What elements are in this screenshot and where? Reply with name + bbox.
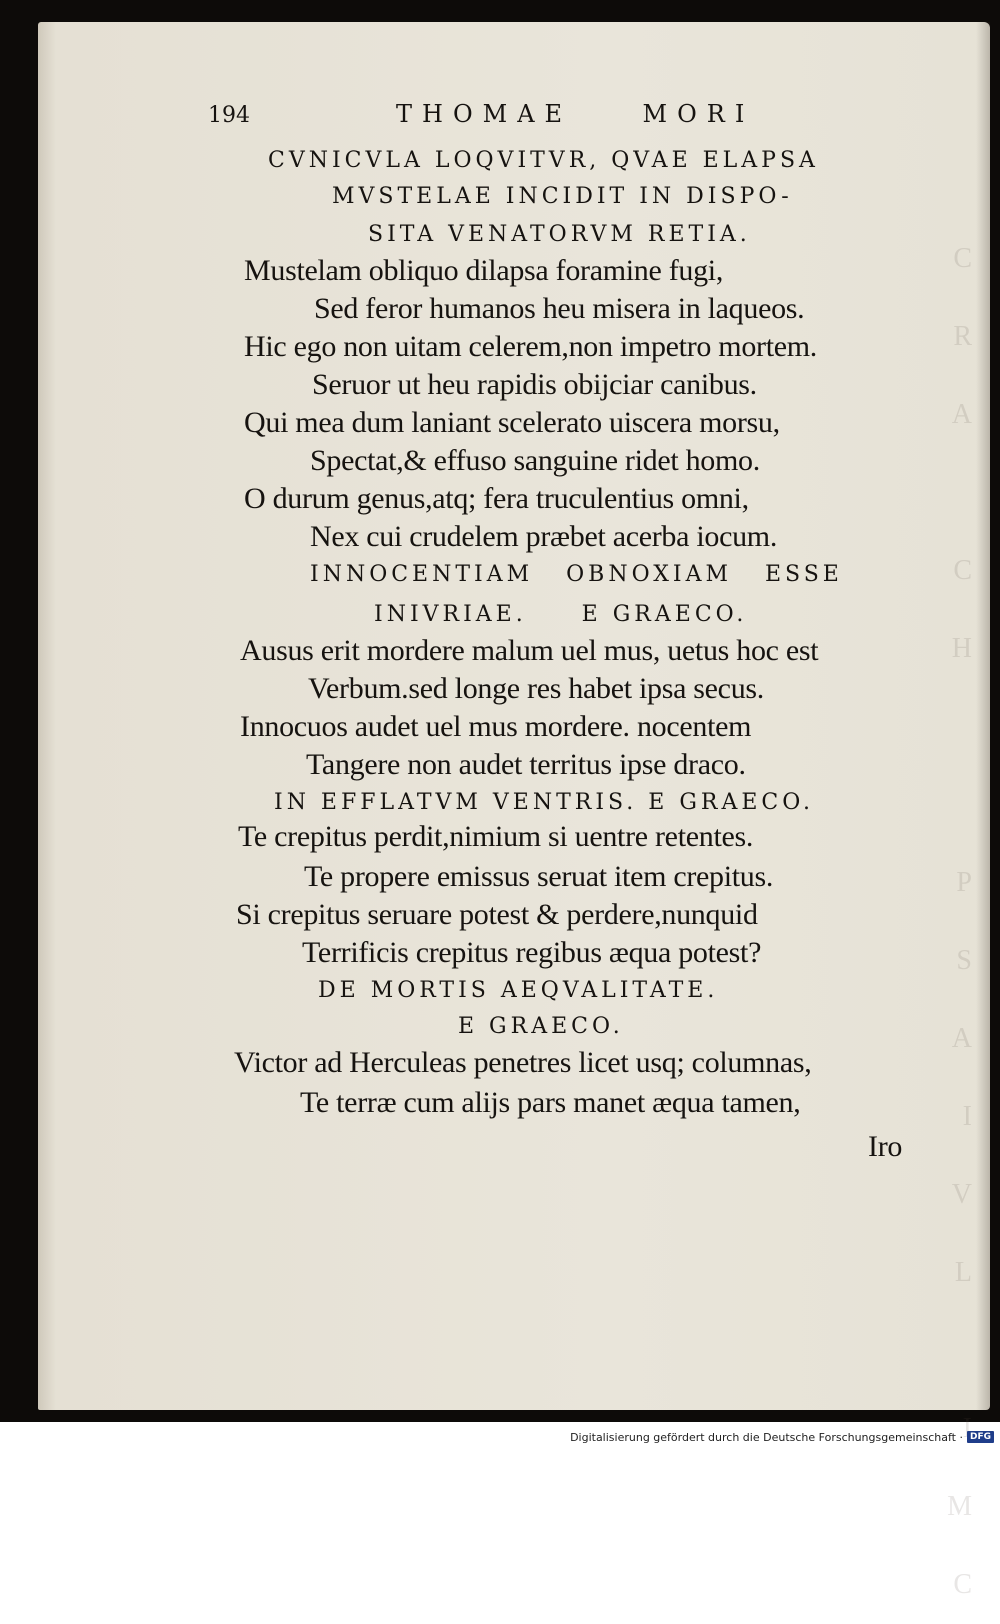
poem-title-line: DE MORTIS AEQVALITATE. (318, 978, 719, 1003)
verse-line: Mustelam obliquo dilapsa foramine fugi, (244, 254, 724, 287)
running-head: THOMAE MORI (396, 100, 755, 128)
credit-text: Digitalisierung gefördert durch die Deutsche Forschungsgemeinschaft · (570, 1430, 963, 1444)
verse-line: Te propere emissus seruat item crepitus. (304, 860, 774, 893)
show-through-text: C R A C H P S A I V L I M C (947, 243, 972, 1600)
verse-line: Ausus erit mordere malum uel mus, uetus hoc est (240, 634, 819, 667)
verse-line: Spectat,& effuso sanguine ridet homo. (310, 444, 760, 477)
verse-line: Te terræ cum alijs pars manet æqua tamen, (300, 1086, 801, 1119)
poem-title-line: MVSTELAE INCIDIT IN DISPO- (332, 184, 793, 209)
verse-line: Innocuos audet uel mus mordere. nocentem (240, 710, 752, 743)
verse-line: Verbum.sed longe res habet ipsa secus. (308, 672, 764, 705)
poem-title-line: CVNICVLA LOQVITVR, QVAE ELAPSA (268, 148, 819, 173)
verse-line: Si crepitus seruare potest & perdere,nunquid (236, 898, 758, 931)
verse-line: Nex cui crudelem præbet acerba iocum. (310, 520, 778, 553)
verse-line: Hic ego non uitam celerem,non impetro mortem. (244, 330, 817, 363)
dfg-logo: DFG (967, 1431, 994, 1443)
poem-title-line: IN EFFLATVM VENTRIS. E GRAECO. (274, 790, 815, 815)
catchword: Iro (868, 1130, 903, 1163)
digitization-credit (570, 1429, 994, 1445)
verse-line: Victor ad Herculeas penetres licet usq; columnas, (234, 1046, 812, 1079)
poem-title-line: SITA VENATORVM RETIA. (368, 222, 751, 247)
verse-line: Seruor ut heu rapidis obijciar canibus. (312, 368, 757, 401)
verse-line: Sed feror humanos heu misera in laqueos. (314, 292, 805, 325)
poem-title-line: INNOCENTIAM OBNOXIAM ESSE (310, 562, 843, 587)
page-number: 194 (208, 103, 250, 128)
verse-line: O durum genus,atq; fera truculentius omni, (244, 482, 749, 515)
verse-line: Te crepitus perdit,nimium si uentre retentes. (238, 820, 754, 853)
poem-title-line: E GRAECO. (458, 1014, 624, 1039)
verse-line: Tangere non audet territus ipse draco. (306, 748, 746, 781)
poem-title-line: INIVRIAE. E GRAECO. (374, 602, 748, 627)
verse-line: Qui mea dum laniant scelerato uiscera morsu, (244, 406, 780, 439)
verse-line: Terrificis crepitus regibus æqua potest? (302, 936, 762, 969)
